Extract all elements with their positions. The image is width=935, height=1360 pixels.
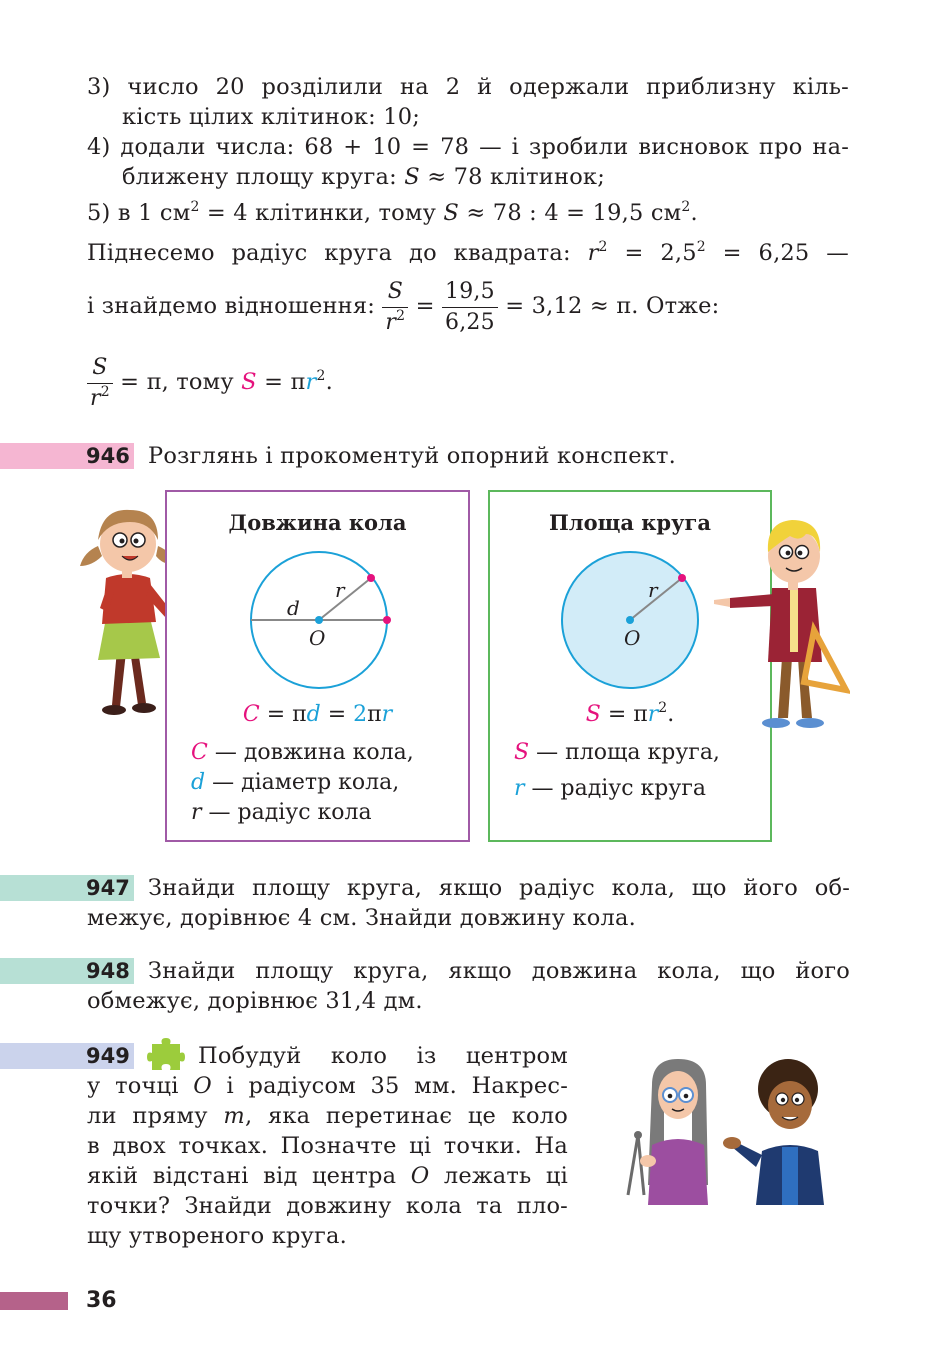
item4-line1: 4) додали числа: 68 + 10 = 78 — і зробили висновок про на-: [87, 134, 849, 160]
item5-line: 5) в 1 $см^2 = 4$ клітинки, тому S ≈ 78 : 4 = 19,5 $см^2$.: [87, 199, 698, 226]
task-949-line6: точки? Знайди довжину кола та пло-: [87, 1193, 568, 1219]
item3-line2: кість цілих клітинок: 10;: [122, 104, 421, 130]
task-949-line2: у точці O і радіусом 35 мм. Накрес-: [87, 1073, 568, 1099]
label-O: O: [309, 626, 326, 650]
area-box-title: Площа круга: [548, 510, 712, 535]
fraction-s-over-r2: $\frac{S}{r^2}$: [382, 279, 408, 336]
circumference-box-title: Довжина кола: [228, 510, 407, 535]
task-948-number: 948: [86, 959, 130, 983]
legend-d: d — діаметр кола,: [191, 770, 400, 795]
label-O-area: O: [624, 626, 641, 650]
label-r: r: [335, 578, 345, 602]
puzzle-icon: [146, 1036, 186, 1074]
page-number: 36: [86, 1288, 117, 1313]
item3-line1: 3) число 20 розділили на 2 й одержали приблизну кіль-: [87, 74, 849, 100]
fraction-final: $\frac{S}{r^2}$: [87, 355, 113, 412]
legend-r-area: r — радіус круга: [514, 776, 706, 801]
label-r-area: r: [648, 578, 658, 602]
task-947-line1: Знайди площу круга, якщо радіус кола, що його об-: [148, 875, 850, 901]
circle-diagram-area: [558, 550, 708, 700]
task-946-number: 946: [86, 444, 130, 468]
legend-S: S — площа круга,: [514, 740, 720, 765]
task-949-line3: ли пряму m, яка перетинає це коло: [87, 1103, 568, 1129]
area-formula: $S = \pi r^2$.: [585, 700, 675, 727]
two-kids-illustration: [612, 1055, 862, 1205]
circumference-box: [165, 490, 470, 842]
final-formula-line: $\frac{S}{r^2}$ = π, тому $S = \pi r^2$.: [87, 352, 333, 412]
task-949-number: 949: [86, 1044, 130, 1068]
task-949-line7: щу утвореного круга.: [87, 1223, 348, 1249]
task-948-line1: Знайди площу круга, якщо довжина кола, що його: [148, 958, 850, 984]
task-949-line5: якій відстані від центра O лежать ці: [87, 1163, 568, 1189]
task-949-line4: в двох точках. Позначте ці точки. На: [87, 1133, 568, 1159]
fraction-numbers: $\frac{19,5}{6,25}$: [442, 279, 498, 336]
item4-line2: ближену площу круга: S ≈ 78 клітинок;: [122, 164, 605, 190]
circumference-formula: C = πd = 2πr: [242, 702, 393, 727]
task-947-number: 947: [86, 876, 130, 900]
boy-illustration: [710, 512, 850, 734]
footer-bar: [0, 1292, 68, 1310]
task-949-line1: Побудуй коло із центром: [198, 1043, 568, 1069]
circle-diagram-circumference: [245, 550, 395, 700]
ratio-line: і знайдемо відношення: $\frac{S}{r^2}$ = $\frac{19,5}{6,25}$ = 3,12 ≈ π. Отже:: [87, 278, 720, 335]
task-946-text: Розглянь і прокоментуй опорний конспект.: [148, 443, 676, 469]
legend-C: C — довжина кола,: [191, 740, 414, 765]
legend-r: r — радіус кола: [191, 800, 372, 825]
label-d: d: [287, 596, 300, 620]
task-948-line2: обмежує, дорівнює 31,4 дм.: [87, 988, 423, 1014]
task-947-line2: межує, дорівнює 4 см. Знайди довжину кола.: [87, 905, 636, 931]
radius-line: Піднесемо радіус круга до квадрата: $r^2 = 2,5^2 = 6,25$ —: [87, 239, 849, 266]
